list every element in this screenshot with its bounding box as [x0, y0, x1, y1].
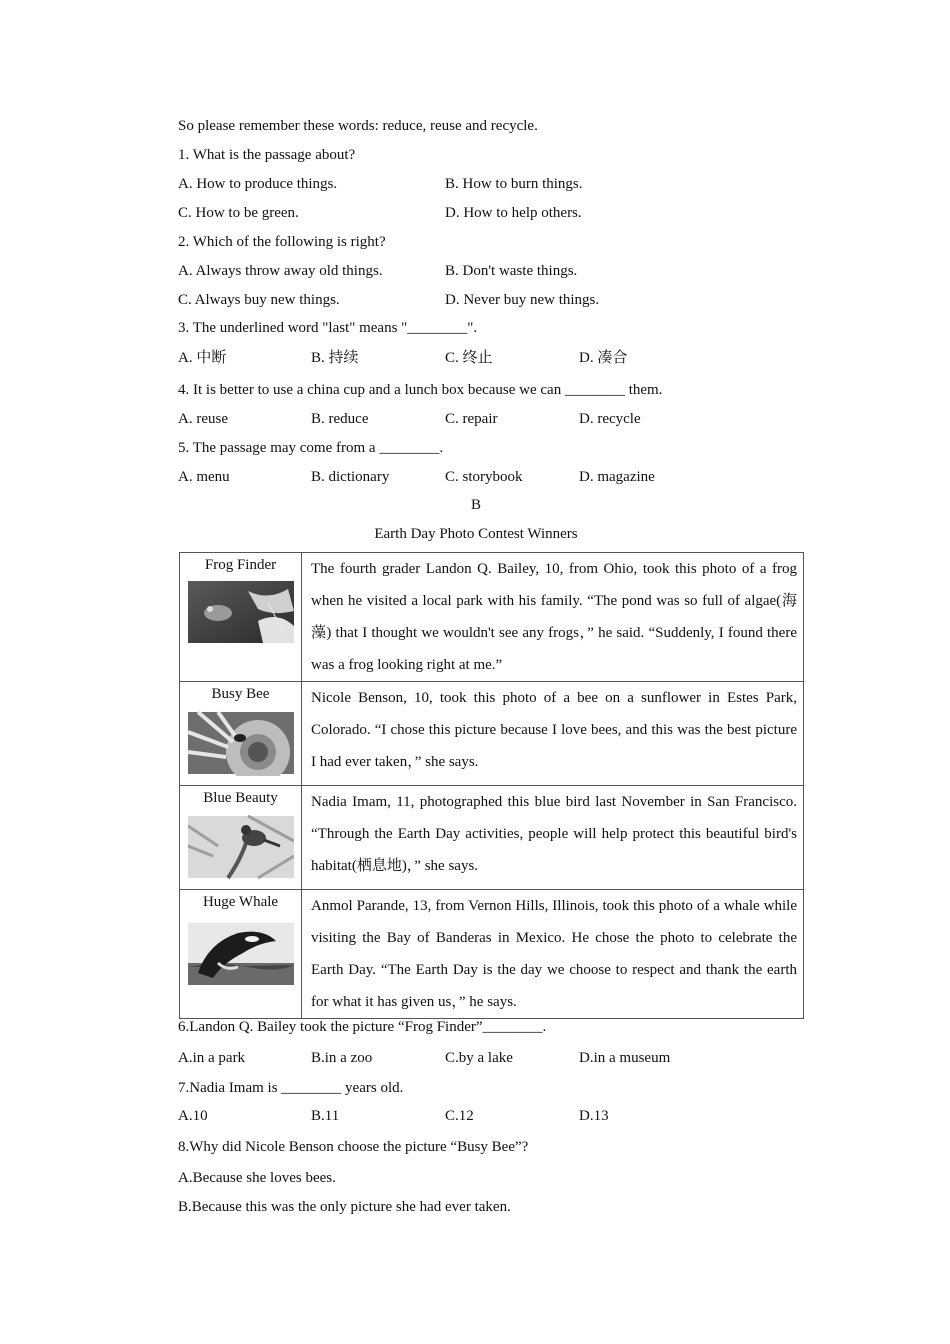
- q8-option-b: B.Because this was the only picture she had ever taken.: [178, 1199, 511, 1215]
- q7-option-c: C.12: [445, 1108, 474, 1124]
- q8-option-a: A.Because she loves bees.: [178, 1170, 336, 1186]
- bird-photo: [188, 814, 294, 880]
- section-label: B: [470, 497, 481, 513]
- question-7: 7.Nadia Imam is ________ years old.: [178, 1080, 404, 1096]
- question-5: 5. The passage may come from a ________.: [178, 440, 444, 456]
- question-1: 1. What is the passage about?: [178, 147, 356, 163]
- question-3: 3. The underlined word "last" means "________".: [178, 320, 478, 336]
- whale-photo: [188, 918, 294, 990]
- q1-option-b: B. How to burn things.: [445, 176, 583, 192]
- q5-option-d: D. magazine: [579, 469, 655, 485]
- question-2: 2. Which of the following is right?: [178, 234, 386, 250]
- entry-name-cell: [180, 682, 302, 786]
- q3-option-b: B. 持续: [311, 350, 359, 366]
- q2-option-a: A. Always throw away old things.: [178, 263, 383, 279]
- q4-option-b: B. reduce: [311, 411, 369, 427]
- entry-name: Busy Bee: [211, 686, 270, 702]
- q1-option-d: D. How to help others.: [445, 205, 582, 221]
- q4-option-d: D. recycle: [579, 411, 641, 427]
- q1-option-a: A. How to produce things.: [178, 176, 338, 192]
- frog-photo: [188, 581, 294, 643]
- q5-option-b: B. dictionary: [311, 469, 390, 485]
- table-row: [180, 682, 804, 786]
- contest-table: [179, 552, 804, 1019]
- q4-option-a: A. reuse: [178, 411, 228, 427]
- table-row: [180, 890, 804, 1019]
- q6-option-c: C.by a lake: [445, 1050, 513, 1066]
- entry-name: Huge Whale: [202, 894, 279, 910]
- entry-name-cell: [180, 786, 302, 890]
- q7-option-a: A.10: [178, 1108, 208, 1124]
- q2-option-d: D. Never buy new things.: [445, 292, 600, 308]
- q3-option-d: D. 凑合: [579, 350, 628, 366]
- q6-option-b: B.in a zoo: [311, 1050, 373, 1066]
- question-4: 4. It is better to use a china cup and a lunch box because we can ________ them.: [178, 382, 663, 398]
- bee-photo: [188, 710, 294, 776]
- q5-option-a: A. menu: [178, 469, 230, 485]
- q7-option-d: D.13: [579, 1108, 609, 1124]
- q1-option-c: C. How to be green.: [178, 205, 299, 221]
- q2-option-b: B. Don't waste things.: [445, 263, 578, 279]
- table-row: [180, 786, 804, 890]
- entry-description: Anmol Parande, 13, from Vernon Hills, Illinois, took this photo of a whale while visiting the Bay of Banderas in Mexico. He chose the photo to celebrate the Earth Day. “The Earth Day is the day we choose to respect and thank the earth for what it has given us，” he says.: [302, 890, 804, 1019]
- q3-option-a: A. 中断: [178, 350, 227, 366]
- entry-name-cell: [180, 553, 302, 682]
- entry-description: Nicole Benson, 10, took this photo of a bee on a sunflower in Estes Park, Colorado. “I chose this picture because I love bees, and this was the best picture I had ever taken，” she says.: [302, 682, 804, 786]
- q6-option-d: D.in a museum: [579, 1050, 671, 1066]
- q7-option-b: B.11: [311, 1108, 340, 1124]
- entry-description: Nadia Imam, 11, photographed this blue bird last November in San Francisco. “Through the Earth Day activities, people will help protect this beautiful bird's habitat(栖息地)，” she says.: [302, 786, 804, 890]
- entry-description: The fourth grader Landon Q. Bailey, 10, from Ohio, took this photo of a frog when he visited a local park with his family. “The pond was so full of algae(海藻) that I thought we wouldn't see any frogs，” he said. “Suddenly, I found there was a frog looking right at me.”: [302, 553, 804, 682]
- question-8: 8.Why did Nicole Benson choose the picture “Busy Bee”?: [178, 1139, 529, 1155]
- section-title: Earth Day Photo Contest Winners: [374, 526, 578, 542]
- entry-name-cell: [180, 890, 302, 1019]
- table-row: [180, 553, 804, 682]
- q6-option-a: A.in a park: [178, 1050, 246, 1066]
- q2-option-c: C. Always buy new things.: [178, 292, 340, 308]
- q5-option-c: C. storybook: [445, 469, 523, 485]
- intro-line: So please remember these words: reduce, reuse and recycle.: [178, 118, 538, 134]
- entry-name: Blue Beauty: [203, 790, 278, 806]
- entry-name: Frog Finder: [204, 557, 277, 573]
- question-6: 6.Landon Q. Bailey took the picture “Frog Finder”________.: [178, 1019, 547, 1035]
- q3-option-c: C. 终止: [445, 350, 493, 366]
- q4-option-c: C. repair: [445, 411, 498, 427]
